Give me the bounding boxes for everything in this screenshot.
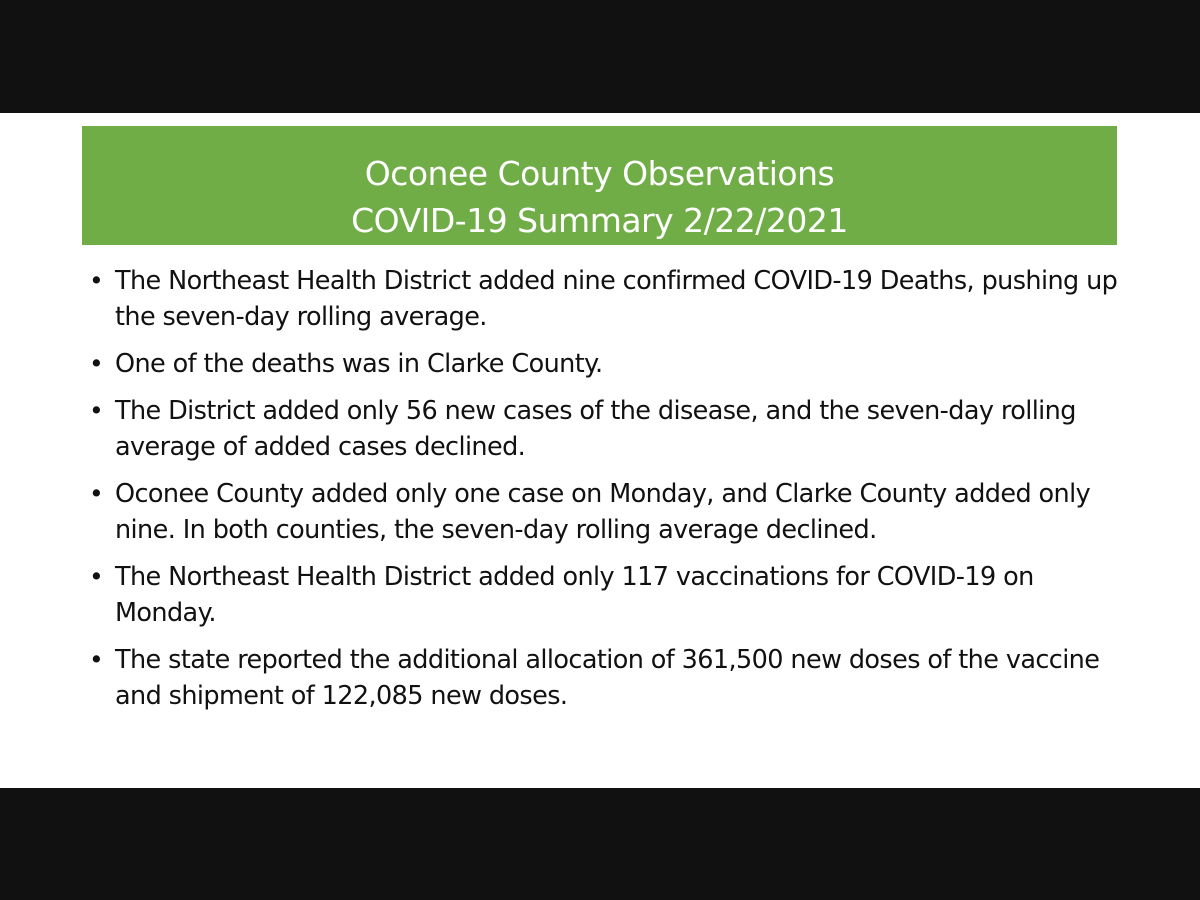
- bullet-text: The Northeast Health District added only 117 vaccinations for COVID-19 on Monday.: [115, 562, 1034, 628]
- presentation-slide: [0, 113, 1200, 788]
- bullet-text: The Northeast Health District added nine confirmed COVID-19 Deaths, pushing up the seven-day rolling average.: [115, 266, 1118, 332]
- title-banner: [82, 126, 1117, 245]
- slide-title: Oconee County Observations: [364, 154, 835, 193]
- bullet-icon: •: [89, 645, 104, 674]
- bullet-item: [89, 559, 1119, 631]
- bullet-text: Oconee County added only one case on Monday, and Clarke County added only nine. In both counties, the seven-day rolling average declined.: [115, 479, 1091, 545]
- bullet-text: The District added only 56 new cases of the disease, and the seven-day rolling average of added cases declined.: [115, 396, 1076, 462]
- letterbox-bottom: [0, 788, 1200, 900]
- bullet-icon: •: [89, 479, 104, 508]
- bullet-item: [89, 642, 1119, 714]
- bullet-item: [89, 476, 1119, 548]
- bullet-item: [89, 393, 1119, 465]
- bullet-text: The state reported the additional allocation of 361,500 new doses of the vaccine and shipment of 122,085 new doses.: [115, 645, 1100, 711]
- bullet-icon: •: [89, 562, 104, 591]
- bullet-text: One of the deaths was in Clarke County.: [115, 349, 603, 379]
- bullet-item: [89, 263, 1119, 335]
- bullet-item: [89, 346, 1119, 382]
- slide-subtitle: COVID-19 Summary 2/22/2021: [351, 201, 848, 240]
- bullet-icon: •: [89, 396, 104, 425]
- bullet-list: [89, 263, 1119, 725]
- bullet-icon: •: [89, 266, 104, 295]
- bullet-icon: •: [89, 349, 104, 378]
- letterbox-top: [0, 0, 1200, 113]
